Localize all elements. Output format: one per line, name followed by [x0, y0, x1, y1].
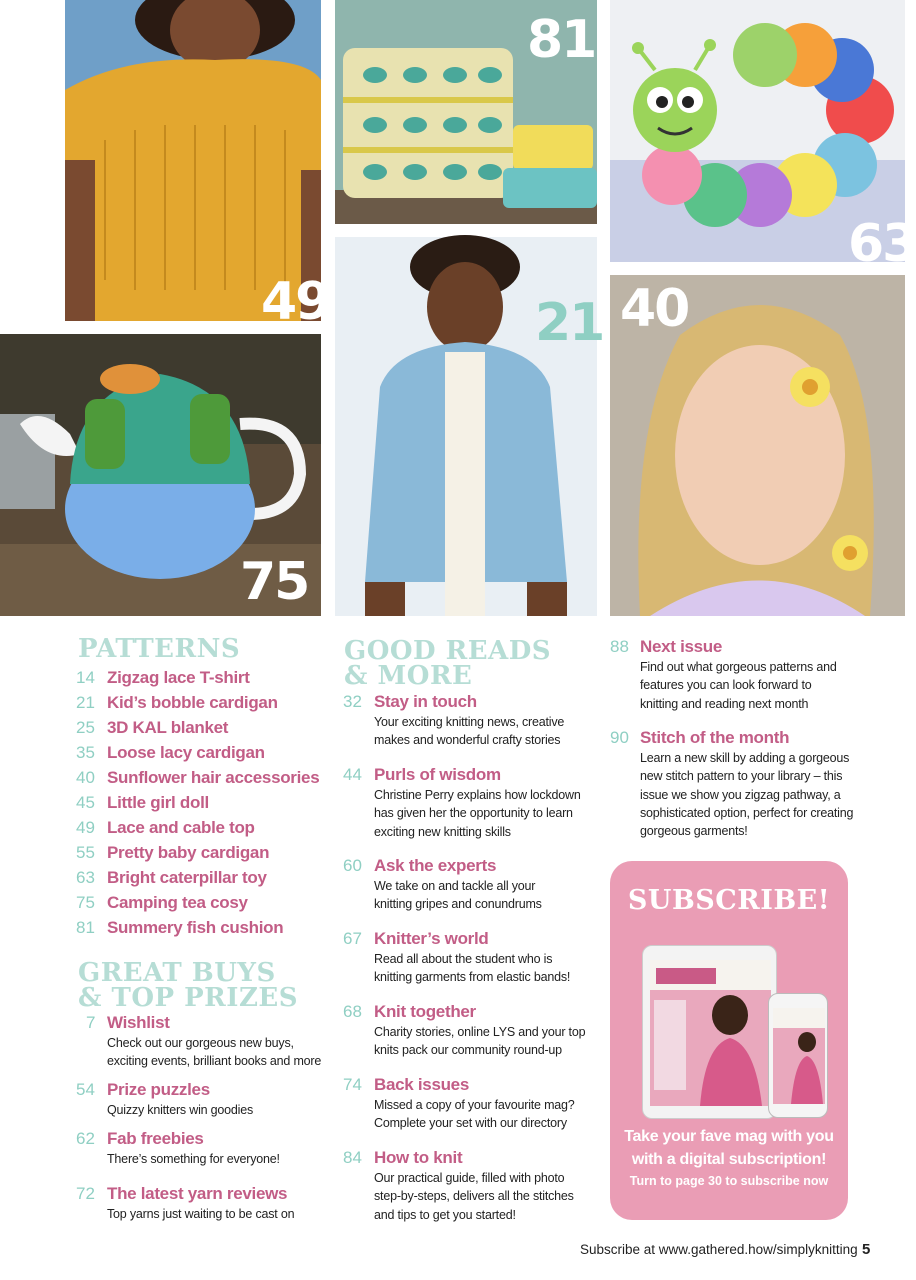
patterns-list [76, 665, 336, 940]
photo-page-number: 81 [527, 10, 596, 70]
good-reads-heading-line2: & MORE [344, 661, 473, 691]
item-description: Read all about the student who is knitting garments from elastic bands! [374, 952, 571, 985]
item-page: 40 [76, 767, 95, 787]
tablet-device-image [642, 945, 777, 1119]
item-title: The latest yarn reviews [107, 1184, 288, 1203]
subscribe-panel[interactable] [610, 861, 848, 1220]
list-item[interactable] [76, 1183, 336, 1225]
subscribe-title: SUBSCRIBE! [627, 885, 831, 916]
item-title: Next issue [640, 637, 723, 656]
list-item[interactable] [76, 1012, 336, 1072]
great-buys-heading-line2: & TOP PRIZES [78, 983, 299, 1013]
page-number: 5 [862, 1241, 871, 1258]
item-title: Knit together [374, 1002, 476, 1021]
item-page: 21 [76, 692, 95, 712]
photo-page-number: 75 [240, 552, 309, 612]
item-description: Christine Perry explains how lockdown has given her the opportunity to learn exciting new knitting skills [374, 788, 581, 839]
list-item[interactable] [76, 815, 336, 840]
list-item[interactable] [76, 840, 336, 865]
item-page: 88 [610, 637, 629, 656]
list-item[interactable] [343, 691, 593, 751]
list-item[interactable] [76, 665, 336, 690]
list-item[interactable] [76, 790, 336, 815]
list-item[interactable] [343, 764, 593, 844]
good-reads-heading-line1: GOOD READS [344, 636, 552, 666]
phone-screen [773, 1008, 825, 1104]
good-reads-heading [344, 636, 552, 691]
item-page: 74 [343, 1075, 362, 1094]
list-item[interactable] [343, 1074, 593, 1134]
item-title: Stitch of the month [640, 728, 790, 747]
item-title: Little girl doll [107, 792, 209, 812]
list-item[interactable] [343, 1001, 593, 1061]
item-page: 44 [343, 765, 362, 784]
item-title: Ask the experts [374, 856, 497, 875]
item-page: 54 [76, 1080, 95, 1099]
list-item[interactable] [76, 1079, 336, 1121]
item-title: Loose lacy cardigan [107, 742, 265, 762]
list-item[interactable] [343, 855, 593, 915]
subscribe-line-2: with a digital subscription! [631, 1151, 827, 1168]
item-title: Camping tea cosy [107, 892, 248, 912]
subscribe-line-1: Take your fave mag with you [624, 1128, 834, 1145]
footer-subscribe-url[interactable]: Subscribe at www.gathered.how/simplyknitting [580, 1242, 858, 1257]
photo-lace-cable-top [65, 0, 330, 332]
patterns-heading: PATTERNS [78, 634, 241, 664]
item-page: 25 [76, 717, 95, 737]
item-page: 14 [76, 667, 95, 687]
item-page: 67 [343, 929, 362, 948]
item-page: 49 [76, 817, 95, 837]
item-description: Learn a new skill by adding a gorgeous new stitch pattern to your library – this issue we show you zigzag pathway, a sophisticated option, perfect for creating gorgeous garments! [640, 751, 854, 839]
item-description: Find out what gorgeous patterns and features you can look forward to knitting and reading next month [640, 660, 837, 711]
item-description: Missed a copy of your favourite mag? Complete your set with our directory [374, 1098, 575, 1131]
item-page: 60 [343, 856, 362, 875]
list-item[interactable] [343, 928, 593, 988]
photo-page-number: 49 [261, 272, 330, 332]
item-page: 68 [343, 1002, 362, 1021]
item-description: Top yarns just waiting to be cast on [107, 1207, 295, 1221]
photo-sunflower-accessories [610, 275, 905, 616]
list-item[interactable] [76, 1128, 336, 1170]
item-title: Back issues [374, 1075, 469, 1094]
phone-device-image [768, 993, 828, 1118]
item-description: Our practical guide, filled with photo step-by-steps, delivers all the stitches and tips to get you started! [374, 1171, 574, 1222]
item-title: Summery fish cushion [107, 917, 284, 937]
item-title: Knitter’s world [374, 929, 489, 948]
item-title: Wishlist [107, 1013, 170, 1032]
item-title: Purls of wisdom [374, 765, 501, 784]
item-page: 7 [86, 1013, 96, 1032]
photo-tea-cosy [0, 334, 321, 616]
great-buys-heading [78, 958, 299, 1013]
item-title: Pretty baby cardigan [107, 842, 270, 862]
list-item[interactable] [343, 1147, 593, 1227]
list-item[interactable] [76, 765, 336, 790]
list-item[interactable] [76, 865, 336, 890]
item-page: 84 [343, 1148, 362, 1167]
item-page: 45 [76, 792, 95, 812]
item-page: 55 [76, 842, 95, 862]
photo-page-number: 63 [848, 214, 916, 274]
item-title: Lace and cable top [107, 817, 255, 837]
item-description: Check out our gorgeous new buys, exciting events, brilliant books and more [107, 1036, 322, 1069]
item-description: There’s something for everyone! [107, 1152, 280, 1166]
item-title: Bright caterpillar toy [107, 867, 267, 887]
magazine-cover-small-image [773, 1008, 825, 1104]
item-page: 72 [76, 1184, 95, 1203]
item-title: Stay in touch [374, 692, 477, 711]
item-page: 90 [610, 728, 629, 747]
item-title: How to knit [374, 1148, 463, 1167]
photo-fish-cushion [335, 0, 597, 224]
item-page: 75 [76, 892, 95, 912]
item-description: Your exciting knitting news, creative makes and wonderful crafty stories [374, 715, 565, 748]
item-description: Quizzy knitters win goodies [107, 1103, 254, 1117]
item-title: Sunflower hair accessories [107, 767, 320, 787]
item-page: 62 [76, 1129, 95, 1148]
list-item[interactable] [76, 715, 336, 740]
magazine-cover-image [650, 960, 771, 1106]
item-page: 32 [343, 692, 362, 711]
list-item[interactable] [76, 740, 336, 765]
item-title: Fab freebies [107, 1129, 204, 1148]
item-title: Kid’s bobble cardigan [107, 692, 278, 712]
tablet-screen [650, 960, 771, 1106]
photo-bobble-cardigan [335, 237, 604, 616]
great-buys-heading-line1: GREAT BUYS [78, 958, 276, 988]
item-page: 35 [76, 742, 95, 762]
item-page: 81 [76, 917, 95, 937]
list-item[interactable] [610, 636, 860, 716]
item-description: We take on and tackle all your knitting gripes and conundrums [374, 879, 542, 912]
item-page: 63 [76, 867, 95, 887]
list-item[interactable] [76, 915, 336, 940]
item-title: Prize puzzles [107, 1080, 210, 1099]
photo-page-number: 40 [620, 279, 689, 339]
item-title: Zigzag lace T-shirt [107, 667, 250, 687]
item-description: Charity stories, online LYS and your top knits pack our community round-up [374, 1025, 586, 1058]
photo-page-number: 21 [535, 293, 604, 353]
item-title: 3D KAL blanket [107, 717, 229, 737]
subscribe-cta[interactable]: Turn to page 30 to subscribe now [629, 1174, 829, 1188]
photo-caterpillar-toy [610, 0, 916, 274]
list-item[interactable] [76, 690, 336, 715]
list-item[interactable] [76, 890, 336, 915]
list-item[interactable] [610, 727, 870, 847]
